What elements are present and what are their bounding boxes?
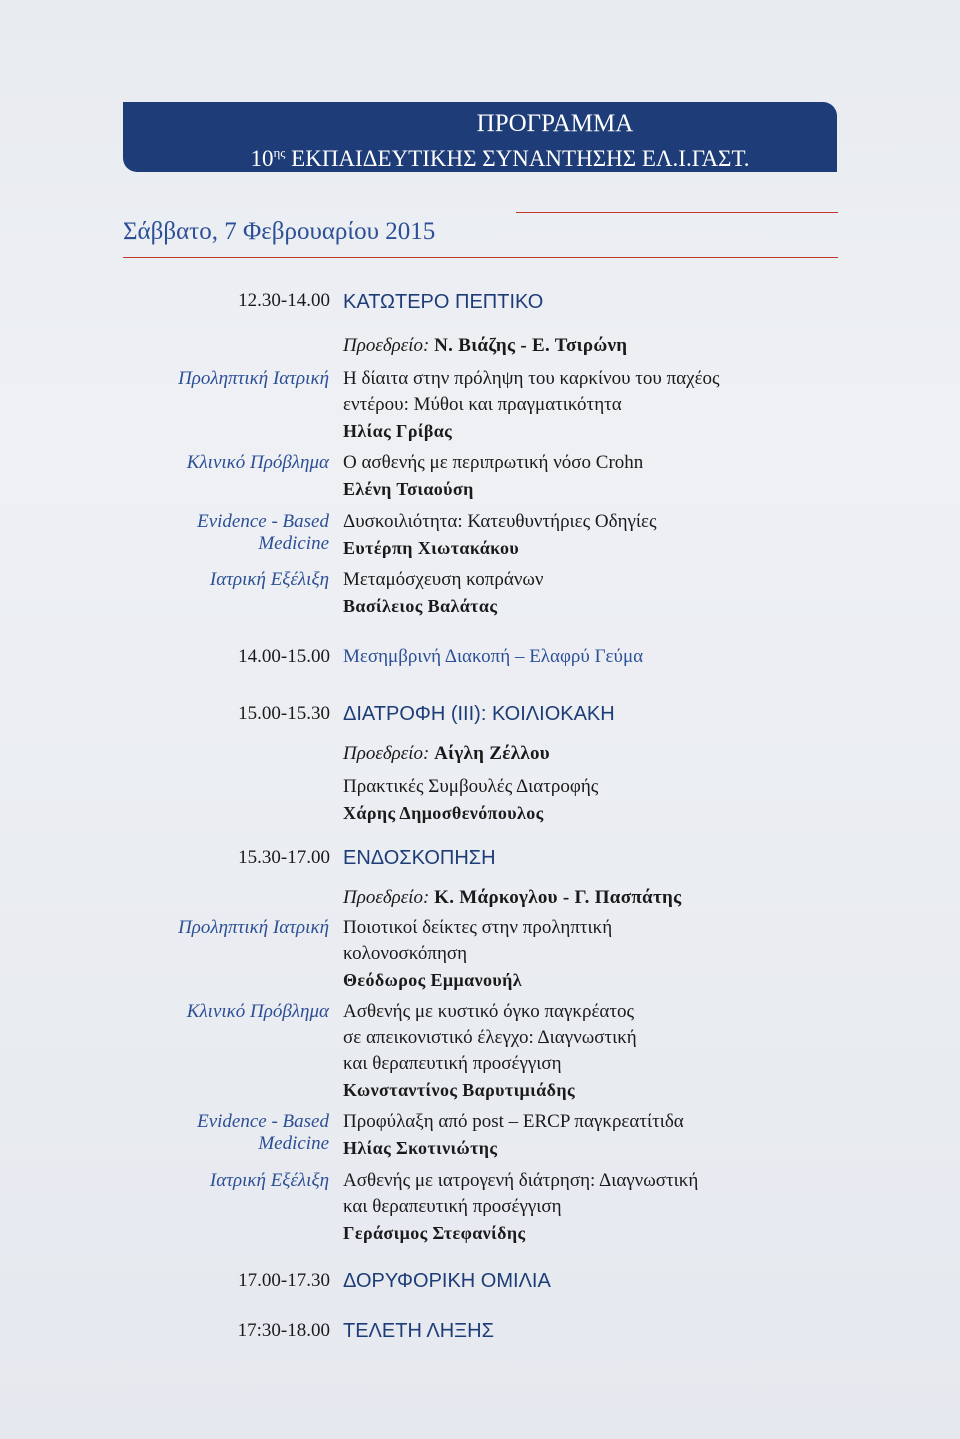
session-time: 15.30-17.00	[238, 847, 330, 868]
session-time: 15.00-15.30	[238, 703, 330, 724]
event-date: Σάββατο, 7 Φεβρουαρίου 2015	[123, 218, 436, 245]
talk-title: και θεραπευτική προσέγγιση	[343, 1196, 562, 1217]
lunch-break: Μεσημβρινή Διακοπή – Ελαφρύ Γεύμα	[343, 646, 644, 667]
speaker-name: Ηλίας Γρίβας	[343, 421, 453, 441]
speaker-name: Χάρης Δημοσθενόπουλος	[343, 803, 544, 823]
talk-title: εντέρου: Μύθοι και πραγματικότητα	[343, 394, 622, 415]
session-title: ΚΑΤΩΤΕΡΟ ΠΕΠΤΙΚΟ	[343, 291, 544, 313]
speaker-name: Θεόδωρος Εμμανουήλ	[343, 970, 523, 990]
program-header	[123, 102, 837, 172]
talk-title: σε απεικονιστικό έλεγχο: Διαγνωστική	[343, 1027, 637, 1048]
talk-title: Προφύλαξη από post – ERCP παγκρεατίτιδα	[343, 1111, 684, 1132]
session-title: ΔΙΑΤΡΟΦΗ (ΙΙΙ): ΚΟΙΛΙΟΚΑΚΗ	[343, 703, 615, 725]
talk-category: Κλινικό Πρόβλημα	[186, 1001, 329, 1022]
session-time: 12.30-14.00	[238, 290, 330, 311]
talk-title: Ασθενής με ιατρογενή διάτρηση: Διαγνωστική	[343, 1170, 699, 1191]
talk-title: Πρακτικές Συμβουλές Διατροφής	[343, 776, 599, 797]
program-subtitle: $10^{\eta\varsigma}$ ΕΚΠΑΙΔΕΥΤΙΚΗΣ ΣΥΝΑΝΤΗΣΗΣ ΕΛ.Ι.ΓΑΣΤ.	[250, 145, 750, 171]
speaker-name: Βασίλειος Βαλάτας	[343, 596, 498, 616]
talk-category: Προληπτική Ιατρική	[178, 917, 329, 938]
talk-title: Η δίαιτα στην πρόληψη του καρκίνου του παχέος	[343, 368, 720, 389]
talk-category: Κλινικό Πρόβλημα	[186, 452, 329, 473]
talk-category: Ιατρική Εξέλιξη	[209, 569, 329, 590]
speaker-name: Ηλίας Σκοτινιώτης	[343, 1138, 498, 1158]
talk-title: Ο ασθενής με περιπρωτική νόσο Crohn	[343, 452, 644, 473]
talk-title: Δυσκοιλιότητα: Κατευθυντήριες Οδηγίες	[343, 511, 657, 532]
talk-category: Evidence - Based Medicine	[197, 1111, 329, 1154]
speaker-name: Γεράσιμος Στεφανίδης	[343, 1223, 526, 1243]
presidium: Προεδρείο: Ν. Βιάζης - Ε. Τσιρώνη	[343, 335, 628, 356]
talk-category: Ιατρική Εξέλιξη	[209, 1170, 329, 1191]
presidium: Προεδρείο: Αίγλη Ζέλλου	[343, 743, 550, 764]
program-title: ΠΡΟΓΡΑΜΜΑ	[476, 110, 634, 137]
session-title: ΔΟΡΥΦΟΡΙΚΗ ΟΜΙΛΙΑ	[343, 1270, 551, 1292]
divider-rule	[516, 212, 838, 213]
speaker-name: Ελένη Τσιαούση	[343, 479, 474, 499]
session-title: ΤΕΛΕΤΗ ΛΗΞΗΣ	[343, 1320, 494, 1342]
talk-title: Ποιοτικοί δείκτες στην προληπτική	[343, 917, 613, 938]
speaker-name: Ευτέρπη Χιωτακάκου	[343, 538, 520, 558]
session-time: 14.00-15.00	[238, 646, 330, 667]
talk-title: Ασθενής με κυστικό όγκο παγκρέατος	[343, 1001, 635, 1022]
session-time: 17:30-18.00	[237, 1320, 330, 1341]
session-time: 17.00-17.30	[238, 1270, 330, 1291]
talk-title: κολονοσκόπηση	[343, 943, 468, 964]
talk-category: Evidence - Based Medicine	[197, 511, 329, 554]
talk-title: και θεραπευτική προσέγγιση	[343, 1053, 562, 1074]
talk-title: Μεταμόσχευση κοπράνων	[343, 569, 544, 590]
talk-category: Προληπτική Ιατρική	[178, 368, 329, 389]
session-title: ΕΝΔΟΣΚΟΠΗΣΗ	[343, 847, 496, 869]
speaker-name: Κωνσταντίνος Βαρυτιμιάδης	[343, 1080, 575, 1100]
presidium: Προεδρείο: Κ. Μάρκογλου - Γ. Πασπάτης	[343, 887, 682, 908]
divider-rule	[123, 257, 838, 258]
